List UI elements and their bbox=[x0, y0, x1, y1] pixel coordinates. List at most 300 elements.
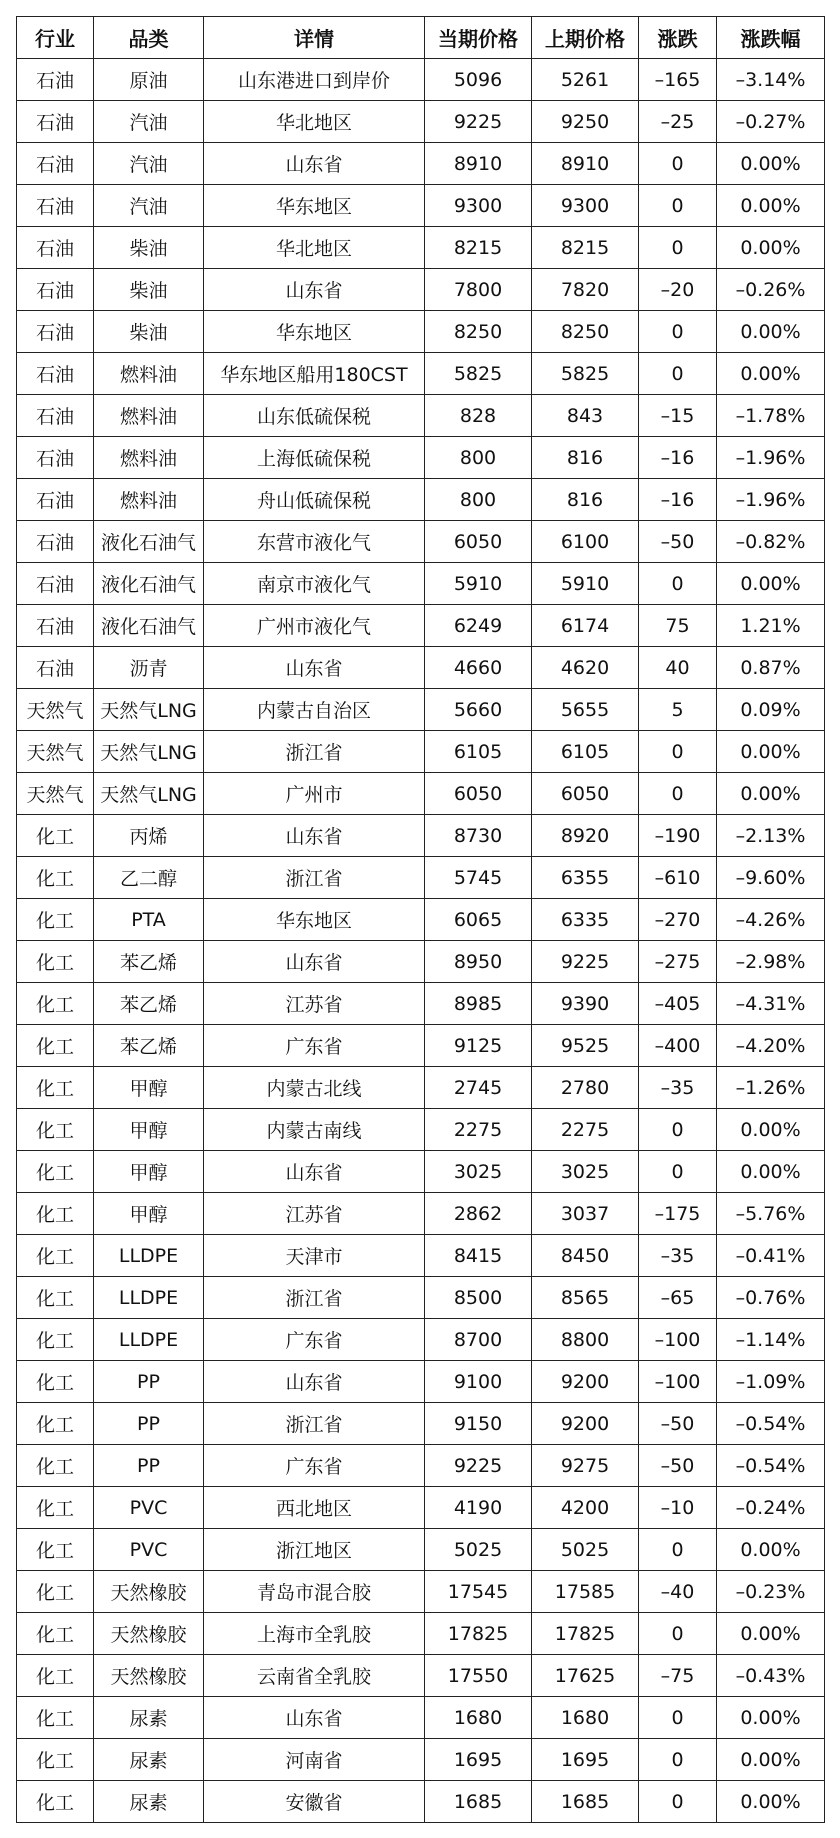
change-cell: 0 bbox=[639, 227, 717, 269]
detail-cell: 广州市液化气 bbox=[204, 605, 425, 647]
previous-price-cell: 6105 bbox=[532, 731, 639, 773]
change-cell: 0 bbox=[639, 1109, 717, 1151]
change-cell: –100 bbox=[639, 1361, 717, 1403]
previous-price-cell: 8450 bbox=[532, 1235, 639, 1277]
table-row bbox=[17, 1109, 825, 1151]
category-cell: PP bbox=[94, 1361, 204, 1403]
detail-cell: 舟山低硫保税 bbox=[204, 479, 425, 521]
table-row bbox=[17, 815, 825, 857]
header-previous-price: 上期价格 bbox=[532, 17, 639, 59]
category-cell: 天然气LNG bbox=[94, 731, 204, 773]
category-cell: 天然橡胶 bbox=[94, 1613, 204, 1655]
category-cell: 丙烯 bbox=[94, 815, 204, 857]
change-cell: 5 bbox=[639, 689, 717, 731]
category-cell: 沥青 bbox=[94, 647, 204, 689]
change-cell: –190 bbox=[639, 815, 717, 857]
current-price-cell: 9100 bbox=[425, 1361, 532, 1403]
previous-price-cell: 9225 bbox=[532, 941, 639, 983]
previous-price-cell: 9200 bbox=[532, 1361, 639, 1403]
change-percent-cell: –2.13% bbox=[717, 815, 825, 857]
detail-cell: 华东地区 bbox=[204, 185, 425, 227]
industry-cell: 化工 bbox=[17, 1613, 94, 1655]
change-cell: –50 bbox=[639, 1403, 717, 1445]
change-percent-cell: 0.00% bbox=[717, 1529, 825, 1571]
previous-price-cell: 9525 bbox=[532, 1025, 639, 1067]
current-price-cell: 6249 bbox=[425, 605, 532, 647]
industry-cell: 化工 bbox=[17, 899, 94, 941]
current-price-cell: 8950 bbox=[425, 941, 532, 983]
category-cell: PTA bbox=[94, 899, 204, 941]
previous-price-cell: 9300 bbox=[532, 185, 639, 227]
change-cell: –405 bbox=[639, 983, 717, 1025]
table-row bbox=[17, 1277, 825, 1319]
change-cell: –50 bbox=[639, 521, 717, 563]
change-cell: 0 bbox=[639, 773, 717, 815]
previous-price-cell: 6335 bbox=[532, 899, 639, 941]
change-percent-cell: –9.60% bbox=[717, 857, 825, 899]
current-price-cell: 9225 bbox=[425, 1445, 532, 1487]
previous-price-cell: 5025 bbox=[532, 1529, 639, 1571]
table-row bbox=[17, 1319, 825, 1361]
previous-price-cell: 17585 bbox=[532, 1571, 639, 1613]
current-price-cell: 8215 bbox=[425, 227, 532, 269]
category-cell: 汽油 bbox=[94, 143, 204, 185]
table-row bbox=[17, 1193, 825, 1235]
table-row bbox=[17, 143, 825, 185]
change-percent-cell: 0.00% bbox=[717, 143, 825, 185]
industry-cell: 化工 bbox=[17, 1571, 94, 1613]
industry-cell: 化工 bbox=[17, 1151, 94, 1193]
table-header-row bbox=[17, 17, 825, 59]
current-price-cell: 4190 bbox=[425, 1487, 532, 1529]
previous-price-cell: 2780 bbox=[532, 1067, 639, 1109]
detail-cell: 山东省 bbox=[204, 269, 425, 311]
change-percent-cell: 0.00% bbox=[717, 185, 825, 227]
change-percent-cell: 0.87% bbox=[717, 647, 825, 689]
change-percent-cell: –0.27% bbox=[717, 101, 825, 143]
previous-price-cell: 3025 bbox=[532, 1151, 639, 1193]
previous-price-cell: 8565 bbox=[532, 1277, 639, 1319]
current-price-cell: 1695 bbox=[425, 1739, 532, 1781]
current-price-cell: 7800 bbox=[425, 269, 532, 311]
change-cell: –10 bbox=[639, 1487, 717, 1529]
change-percent-cell: –1.14% bbox=[717, 1319, 825, 1361]
current-price-cell: 2275 bbox=[425, 1109, 532, 1151]
detail-cell: 山东省 bbox=[204, 143, 425, 185]
change-cell: 0 bbox=[639, 353, 717, 395]
previous-price-cell: 9390 bbox=[532, 983, 639, 1025]
category-cell: 燃料油 bbox=[94, 479, 204, 521]
table-row bbox=[17, 437, 825, 479]
table-row bbox=[17, 899, 825, 941]
previous-price-cell: 5655 bbox=[532, 689, 639, 731]
table-row bbox=[17, 1571, 825, 1613]
change-percent-cell: –4.31% bbox=[717, 983, 825, 1025]
current-price-cell: 828 bbox=[425, 395, 532, 437]
change-percent-cell: 0.00% bbox=[717, 1613, 825, 1655]
table-row bbox=[17, 563, 825, 605]
change-percent-cell: –2.98% bbox=[717, 941, 825, 983]
industry-cell: 化工 bbox=[17, 1277, 94, 1319]
detail-cell: 山东省 bbox=[204, 647, 425, 689]
industry-cell: 化工 bbox=[17, 1025, 94, 1067]
industry-cell: 化工 bbox=[17, 1067, 94, 1109]
industry-cell: 化工 bbox=[17, 1193, 94, 1235]
detail-cell: 山东低硫保税 bbox=[204, 395, 425, 437]
table-row bbox=[17, 353, 825, 395]
change-percent-cell: 0.00% bbox=[717, 1781, 825, 1823]
detail-cell: 山东省 bbox=[204, 1697, 425, 1739]
change-cell: –16 bbox=[639, 437, 717, 479]
table-row bbox=[17, 479, 825, 521]
change-percent-cell: –0.41% bbox=[717, 1235, 825, 1277]
previous-price-cell: 5261 bbox=[532, 59, 639, 101]
industry-cell: 化工 bbox=[17, 983, 94, 1025]
previous-price-cell: 4620 bbox=[532, 647, 639, 689]
detail-cell: 南京市液化气 bbox=[204, 563, 425, 605]
current-price-cell: 3025 bbox=[425, 1151, 532, 1193]
previous-price-cell: 8215 bbox=[532, 227, 639, 269]
industry-cell: 石油 bbox=[17, 269, 94, 311]
detail-cell: 上海低硫保税 bbox=[204, 437, 425, 479]
table-row bbox=[17, 857, 825, 899]
current-price-cell: 6065 bbox=[425, 899, 532, 941]
industry-cell: 化工 bbox=[17, 1445, 94, 1487]
change-cell: –15 bbox=[639, 395, 717, 437]
previous-price-cell: 843 bbox=[532, 395, 639, 437]
change-cell: –75 bbox=[639, 1655, 717, 1697]
detail-cell: 天津市 bbox=[204, 1235, 425, 1277]
category-cell: 液化石油气 bbox=[94, 521, 204, 563]
change-percent-cell: 0.09% bbox=[717, 689, 825, 731]
change-percent-cell: –0.76% bbox=[717, 1277, 825, 1319]
change-cell: 0 bbox=[639, 563, 717, 605]
header-change-percent: 涨跌幅 bbox=[717, 17, 825, 59]
previous-price-cell: 8910 bbox=[532, 143, 639, 185]
change-cell: –50 bbox=[639, 1445, 717, 1487]
industry-cell: 化工 bbox=[17, 1739, 94, 1781]
detail-cell: 广东省 bbox=[204, 1319, 425, 1361]
category-cell: PVC bbox=[94, 1529, 204, 1571]
industry-cell: 化工 bbox=[17, 1403, 94, 1445]
previous-price-cell: 8250 bbox=[532, 311, 639, 353]
category-cell: PVC bbox=[94, 1487, 204, 1529]
previous-price-cell: 5825 bbox=[532, 353, 639, 395]
category-cell: 尿素 bbox=[94, 1739, 204, 1781]
change-percent-cell: 0.00% bbox=[717, 731, 825, 773]
category-cell: LLDPE bbox=[94, 1277, 204, 1319]
category-cell: 甲醇 bbox=[94, 1109, 204, 1151]
change-percent-cell: 0.00% bbox=[717, 773, 825, 815]
current-price-cell: 8500 bbox=[425, 1277, 532, 1319]
detail-cell: 广州市 bbox=[204, 773, 425, 815]
change-cell: –275 bbox=[639, 941, 717, 983]
change-percent-cell: –1.09% bbox=[717, 1361, 825, 1403]
current-price-cell: 5910 bbox=[425, 563, 532, 605]
industry-cell: 石油 bbox=[17, 479, 94, 521]
current-price-cell: 5745 bbox=[425, 857, 532, 899]
category-cell: 苯乙烯 bbox=[94, 941, 204, 983]
current-price-cell: 6105 bbox=[425, 731, 532, 773]
industry-cell: 化工 bbox=[17, 1697, 94, 1739]
change-percent-cell: –0.82% bbox=[717, 521, 825, 563]
table-row bbox=[17, 941, 825, 983]
detail-cell: 山东省 bbox=[204, 1151, 425, 1193]
change-cell: –40 bbox=[639, 1571, 717, 1613]
current-price-cell: 1685 bbox=[425, 1781, 532, 1823]
change-percent-cell: –1.78% bbox=[717, 395, 825, 437]
industry-cell: 天然气 bbox=[17, 773, 94, 815]
category-cell: LLDPE bbox=[94, 1235, 204, 1277]
change-cell: 0 bbox=[639, 731, 717, 773]
table-row bbox=[17, 1151, 825, 1193]
table-row bbox=[17, 605, 825, 647]
change-cell: –65 bbox=[639, 1277, 717, 1319]
category-cell: 液化石油气 bbox=[94, 563, 204, 605]
previous-price-cell: 6355 bbox=[532, 857, 639, 899]
industry-cell: 化工 bbox=[17, 1235, 94, 1277]
previous-price-cell: 6050 bbox=[532, 773, 639, 815]
change-percent-cell: –0.23% bbox=[717, 1571, 825, 1613]
detail-cell: 云南省全乳胶 bbox=[204, 1655, 425, 1697]
detail-cell: 江苏省 bbox=[204, 1193, 425, 1235]
change-percent-cell: –0.43% bbox=[717, 1655, 825, 1697]
current-price-cell: 9300 bbox=[425, 185, 532, 227]
industry-cell: 化工 bbox=[17, 1487, 94, 1529]
industry-cell: 天然气 bbox=[17, 731, 94, 773]
previous-price-cell: 1680 bbox=[532, 1697, 639, 1739]
table-row bbox=[17, 983, 825, 1025]
detail-cell: 山东省 bbox=[204, 1361, 425, 1403]
detail-cell: 安徽省 bbox=[204, 1781, 425, 1823]
change-percent-cell: 0.00% bbox=[717, 1739, 825, 1781]
change-percent-cell: 0.00% bbox=[717, 1697, 825, 1739]
current-price-cell: 800 bbox=[425, 437, 532, 479]
change-percent-cell: –5.76% bbox=[717, 1193, 825, 1235]
detail-cell: 华东地区 bbox=[204, 311, 425, 353]
table-row bbox=[17, 773, 825, 815]
table-row bbox=[17, 521, 825, 563]
change-cell: 0 bbox=[639, 1151, 717, 1193]
table-row bbox=[17, 1235, 825, 1277]
table-row bbox=[17, 269, 825, 311]
table-row bbox=[17, 311, 825, 353]
industry-cell: 石油 bbox=[17, 563, 94, 605]
change-percent-cell: 0.00% bbox=[717, 1151, 825, 1193]
previous-price-cell: 7820 bbox=[532, 269, 639, 311]
change-cell: 0 bbox=[639, 1697, 717, 1739]
detail-cell: 浙江省 bbox=[204, 1403, 425, 1445]
table-row bbox=[17, 1655, 825, 1697]
detail-cell: 华北地区 bbox=[204, 227, 425, 269]
table-row bbox=[17, 689, 825, 731]
change-cell: –165 bbox=[639, 59, 717, 101]
change-cell: 0 bbox=[639, 1739, 717, 1781]
change-cell: 40 bbox=[639, 647, 717, 689]
previous-price-cell: 2275 bbox=[532, 1109, 639, 1151]
category-cell: PP bbox=[94, 1445, 204, 1487]
change-percent-cell: 0.00% bbox=[717, 563, 825, 605]
category-cell: 柴油 bbox=[94, 311, 204, 353]
category-cell: 尿素 bbox=[94, 1781, 204, 1823]
change-percent-cell: 0.00% bbox=[717, 1109, 825, 1151]
industry-cell: 石油 bbox=[17, 185, 94, 227]
previous-price-cell: 8920 bbox=[532, 815, 639, 857]
detail-cell: 东营市液化气 bbox=[204, 521, 425, 563]
detail-cell: 内蒙古北线 bbox=[204, 1067, 425, 1109]
table-row bbox=[17, 395, 825, 437]
current-price-cell: 8910 bbox=[425, 143, 532, 185]
table-row bbox=[17, 1403, 825, 1445]
current-price-cell: 5025 bbox=[425, 1529, 532, 1571]
current-price-cell: 17545 bbox=[425, 1571, 532, 1613]
detail-cell: 华东地区船用180CST bbox=[204, 353, 425, 395]
table-row bbox=[17, 1529, 825, 1571]
change-cell: 0 bbox=[639, 1529, 717, 1571]
category-cell: 尿素 bbox=[94, 1697, 204, 1739]
detail-cell: 浙江省 bbox=[204, 731, 425, 773]
current-price-cell: 9225 bbox=[425, 101, 532, 143]
category-cell: 柴油 bbox=[94, 269, 204, 311]
industry-cell: 石油 bbox=[17, 521, 94, 563]
table-row bbox=[17, 1361, 825, 1403]
industry-cell: 天然气 bbox=[17, 689, 94, 731]
detail-cell: 广东省 bbox=[204, 1025, 425, 1067]
table-row bbox=[17, 59, 825, 101]
detail-cell: 上海市全乳胶 bbox=[204, 1613, 425, 1655]
category-cell: 汽油 bbox=[94, 185, 204, 227]
change-cell: –610 bbox=[639, 857, 717, 899]
previous-price-cell: 6174 bbox=[532, 605, 639, 647]
previous-price-cell: 816 bbox=[532, 479, 639, 521]
detail-cell: 青岛市混合胶 bbox=[204, 1571, 425, 1613]
change-cell: 75 bbox=[639, 605, 717, 647]
category-cell: 天然气LNG bbox=[94, 689, 204, 731]
industry-cell: 石油 bbox=[17, 437, 94, 479]
category-cell: 甲醇 bbox=[94, 1151, 204, 1193]
change-percent-cell: 0.00% bbox=[717, 353, 825, 395]
change-cell: –25 bbox=[639, 101, 717, 143]
previous-price-cell: 9250 bbox=[532, 101, 639, 143]
current-price-cell: 2745 bbox=[425, 1067, 532, 1109]
category-cell: 燃料油 bbox=[94, 353, 204, 395]
previous-price-cell: 17825 bbox=[532, 1613, 639, 1655]
industry-cell: 化工 bbox=[17, 1529, 94, 1571]
current-price-cell: 8730 bbox=[425, 815, 532, 857]
change-cell: –16 bbox=[639, 479, 717, 521]
current-price-cell: 9150 bbox=[425, 1403, 532, 1445]
current-price-cell: 8250 bbox=[425, 311, 532, 353]
current-price-cell: 6050 bbox=[425, 773, 532, 815]
change-percent-cell: –1.26% bbox=[717, 1067, 825, 1109]
detail-cell: 江苏省 bbox=[204, 983, 425, 1025]
category-cell: 燃料油 bbox=[94, 395, 204, 437]
current-price-cell: 1680 bbox=[425, 1697, 532, 1739]
detail-cell: 内蒙古自治区 bbox=[204, 689, 425, 731]
table-row bbox=[17, 731, 825, 773]
detail-cell: 河南省 bbox=[204, 1739, 425, 1781]
change-cell: 0 bbox=[639, 1781, 717, 1823]
table-row bbox=[17, 1739, 825, 1781]
industry-cell: 石油 bbox=[17, 605, 94, 647]
detail-cell: 山东港进口到岸价 bbox=[204, 59, 425, 101]
change-percent-cell: –0.24% bbox=[717, 1487, 825, 1529]
category-cell: PP bbox=[94, 1403, 204, 1445]
previous-price-cell: 3037 bbox=[532, 1193, 639, 1235]
change-percent-cell: –4.20% bbox=[717, 1025, 825, 1067]
change-percent-cell: –1.96% bbox=[717, 437, 825, 479]
change-percent-cell: –0.54% bbox=[717, 1445, 825, 1487]
previous-price-cell: 5910 bbox=[532, 563, 639, 605]
current-price-cell: 17550 bbox=[425, 1655, 532, 1697]
change-percent-cell: 0.00% bbox=[717, 311, 825, 353]
table-row bbox=[17, 1487, 825, 1529]
category-cell: 液化石油气 bbox=[94, 605, 204, 647]
industry-cell: 化工 bbox=[17, 815, 94, 857]
industry-cell: 石油 bbox=[17, 101, 94, 143]
previous-price-cell: 17625 bbox=[532, 1655, 639, 1697]
current-price-cell: 8415 bbox=[425, 1235, 532, 1277]
previous-price-cell: 9200 bbox=[532, 1403, 639, 1445]
change-cell: –20 bbox=[639, 269, 717, 311]
change-percent-cell: –1.96% bbox=[717, 479, 825, 521]
change-cell: 0 bbox=[639, 143, 717, 185]
change-percent-cell: 1.21% bbox=[717, 605, 825, 647]
industry-cell: 石油 bbox=[17, 143, 94, 185]
industry-cell: 石油 bbox=[17, 353, 94, 395]
table-row bbox=[17, 227, 825, 269]
header-category: 品类 bbox=[94, 17, 204, 59]
detail-cell: 浙江地区 bbox=[204, 1529, 425, 1571]
industry-cell: 化工 bbox=[17, 1319, 94, 1361]
industry-cell: 化工 bbox=[17, 1109, 94, 1151]
current-price-cell: 17825 bbox=[425, 1613, 532, 1655]
category-cell: 苯乙烯 bbox=[94, 983, 204, 1025]
category-cell: 柴油 bbox=[94, 227, 204, 269]
category-cell: 天然气LNG bbox=[94, 773, 204, 815]
change-percent-cell: –3.14% bbox=[717, 59, 825, 101]
table-row bbox=[17, 1445, 825, 1487]
previous-price-cell: 816 bbox=[532, 437, 639, 479]
current-price-cell: 8985 bbox=[425, 983, 532, 1025]
category-cell: 天然橡胶 bbox=[94, 1571, 204, 1613]
industry-cell: 化工 bbox=[17, 1361, 94, 1403]
industry-cell: 化工 bbox=[17, 857, 94, 899]
current-price-cell: 4660 bbox=[425, 647, 532, 689]
previous-price-cell: 9275 bbox=[532, 1445, 639, 1487]
header-current-price: 当期价格 bbox=[425, 17, 532, 59]
industry-cell: 石油 bbox=[17, 59, 94, 101]
detail-cell: 山东省 bbox=[204, 815, 425, 857]
header-change: 涨跌 bbox=[639, 17, 717, 59]
category-cell: 汽油 bbox=[94, 101, 204, 143]
change-cell: –35 bbox=[639, 1067, 717, 1109]
change-cell: 0 bbox=[639, 311, 717, 353]
change-percent-cell: –4.26% bbox=[717, 899, 825, 941]
industry-cell: 石油 bbox=[17, 395, 94, 437]
industry-cell: 石油 bbox=[17, 647, 94, 689]
current-price-cell: 800 bbox=[425, 479, 532, 521]
category-cell: 原油 bbox=[94, 59, 204, 101]
detail-cell: 内蒙古南线 bbox=[204, 1109, 425, 1151]
header-industry: 行业 bbox=[17, 17, 94, 59]
current-price-cell: 5096 bbox=[425, 59, 532, 101]
previous-price-cell: 8800 bbox=[532, 1319, 639, 1361]
table-row bbox=[17, 1613, 825, 1655]
category-cell: 甲醇 bbox=[94, 1193, 204, 1235]
change-cell: –175 bbox=[639, 1193, 717, 1235]
current-price-cell: 6050 bbox=[425, 521, 532, 563]
